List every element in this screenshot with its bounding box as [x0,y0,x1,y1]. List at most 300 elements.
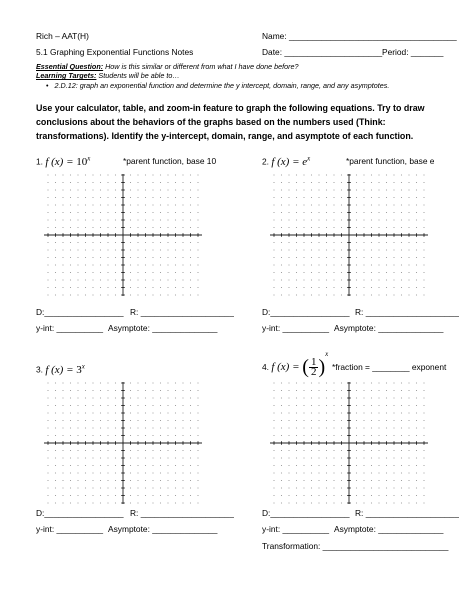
grid-dot [333,397,334,398]
grid-dot [273,257,274,258]
grid-dot [288,390,289,391]
grid-dot [85,219,86,220]
fraction [309,355,319,378]
grid-dot [175,257,176,258]
grid-dot [47,420,48,421]
grid-dot [100,257,101,258]
grid-dot [115,182,116,183]
grid-dot [137,382,138,383]
graph-grid-4[interactable] [270,382,428,504]
grid-dot [100,249,101,250]
grid-dot [371,457,372,458]
grid-dot [303,457,304,458]
grid-dot [318,182,319,183]
grid-dot [311,502,312,503]
grid-dot [107,257,108,258]
grid-dot [378,502,379,503]
grid-dot [197,487,198,488]
grid-dot [273,294,274,295]
grid-dot [393,397,394,398]
grid-dot [160,397,161,398]
grid-dot [356,502,357,503]
grid-dot [190,397,191,398]
grid-dot [281,435,282,436]
grid-dot [152,212,153,213]
grid-dot [296,382,297,383]
grid-dot [55,294,56,295]
graph-grid-2[interactable] [270,174,428,296]
grid-dot [393,279,394,280]
grid-dot [303,294,304,295]
problem-2-label [262,154,310,168]
y-intercept-field[interactable]: y-int: __________ [36,524,104,534]
period-field[interactable]: Period: _______ [382,47,444,57]
fraction-numerator: 1 [310,355,317,368]
problem-number: 2. [262,156,269,167]
range-field[interactable]: R: ____________________ [130,307,234,317]
grid-dot [85,480,86,481]
grid-dot [401,242,402,243]
grid-dot [167,405,168,406]
domain-field[interactable]: D:_________________ [262,508,350,518]
grid-dot [318,495,319,496]
asymptote-field[interactable]: Asymptote: ______________ [334,323,444,333]
grid-dot [115,420,116,421]
grid-dot [326,472,327,473]
grid-dot [371,427,372,428]
grid-dot [77,174,78,175]
grid-dot [356,204,357,205]
grid-dot [175,382,176,383]
grid-dot [130,420,131,421]
grid-dot [326,189,327,190]
grid-dot [130,435,131,436]
grid-dot [273,272,274,273]
problem-1-label [36,154,90,168]
grid-dot [137,457,138,458]
grid-dot [401,502,402,503]
grid-dot [107,204,108,205]
grid-dot [378,227,379,228]
grid-dot [333,457,334,458]
grid-dot [70,397,71,398]
transformation-field[interactable]: Transformation: ___________________________ [262,541,449,551]
grid-dot [408,472,409,473]
asymptote-field[interactable]: Asymptote: ______________ [108,524,218,534]
grid-dot [107,219,108,220]
grid-dot [152,294,153,295]
grid-dot [47,465,48,466]
grid-dot [326,204,327,205]
grid-dot [167,435,168,436]
grid-dot [408,450,409,451]
grid-dot [416,412,417,413]
grid-dot [408,480,409,481]
grid-dot [288,412,289,413]
grid-dot [175,465,176,466]
grid-dot [107,405,108,406]
grid-dot [85,257,86,258]
grid-dot [77,390,78,391]
grid-dot [182,279,183,280]
grid-dot [130,219,131,220]
grid-dot [371,212,372,213]
grid-dot [182,287,183,288]
grid-dot [100,427,101,428]
grid-dot [182,480,183,481]
grid-dot [423,189,424,190]
domain-field[interactable]: D:_________________ [262,307,350,317]
grid-dot [288,279,289,280]
grid-dot [137,219,138,220]
grid-dot [152,502,153,503]
grid-dot [167,502,168,503]
grid-dot [326,427,327,428]
grid-dot [281,465,282,466]
grid-dot [175,182,176,183]
grid-dot [197,242,198,243]
function-expression [45,156,90,168]
grid-dot [100,390,101,391]
grid-dot [62,204,63,205]
grid-dot [326,294,327,295]
grid-dot [197,480,198,481]
grid-dot [341,249,342,250]
grid-dot [47,294,48,295]
grid-dot [107,212,108,213]
grid-dot [62,405,63,406]
grid-dot [85,279,86,280]
grid-dot [62,272,63,273]
grid-dot [341,450,342,451]
grid-dot [70,227,71,228]
grid-dot [356,495,357,496]
grid-dot [371,174,372,175]
grid-dot [311,264,312,265]
grid-dot [107,397,108,398]
grid-dot [363,390,364,391]
grid-dot [137,182,138,183]
grid-dot [47,450,48,451]
grid-dot [416,502,417,503]
grid-dot [182,465,183,466]
grid-dot [130,197,131,198]
grid-dot [386,219,387,220]
grid-dot [303,242,304,243]
grid-dot [288,174,289,175]
grid-dot [386,287,387,288]
grid-dot [197,189,198,190]
grid-dot [197,420,198,421]
grid-dot [416,420,417,421]
grid-dot [107,294,108,295]
grid-dot [408,264,409,265]
grid-dot [281,390,282,391]
grid-dot [408,272,409,273]
grid-dot [273,197,274,198]
grid-dot [47,502,48,503]
left-paren: ( [302,355,309,378]
grid-dot [137,412,138,413]
grid-dot [152,487,153,488]
grid-dot [416,480,417,481]
name-field[interactable]: Name: ____________________________________ [262,31,457,41]
grid-dot [77,412,78,413]
grid-dot [160,219,161,220]
graph-grid-3[interactable] [44,382,202,504]
grid-dot [100,227,101,228]
grid-dot [356,382,357,383]
grid-dot [175,405,176,406]
grid-dot [77,495,78,496]
grid-dot [281,272,282,273]
grid-dot [137,212,138,213]
grid-dot [416,465,417,466]
grid-dot [378,287,379,288]
grid-dot [152,495,153,496]
bullet-icon: • [46,81,49,90]
grid-dot [77,264,78,265]
grid-dot [55,420,56,421]
grid-dot [288,242,289,243]
grid-dot [281,197,282,198]
grid-dot [175,279,176,280]
grid-dot [318,450,319,451]
grid-dot [416,287,417,288]
grid-dot [386,495,387,496]
grid-dot [137,435,138,436]
grid-dot [152,189,153,190]
date-field[interactable]: Date: _____________________ [262,47,383,57]
grid-dot [393,249,394,250]
grid-dot [100,412,101,413]
grid-dot [401,212,402,213]
grid-dot [423,182,424,183]
grid-dot [408,242,409,243]
grid-dot [77,457,78,458]
grid-dot [175,197,176,198]
grid-dot [190,249,191,250]
grid-dot [70,427,71,428]
grid-dot [167,204,168,205]
grid-dot [318,294,319,295]
grid-dot [152,227,153,228]
grid-dot [130,287,131,288]
grid-dot [145,472,146,473]
grid-dot [401,427,402,428]
grid-dot [356,257,357,258]
grid-dot [100,457,101,458]
grid-dot [326,420,327,421]
domain-field[interactable]: D:_________________ [36,307,124,317]
grid-dot [273,480,274,481]
grid-dot [115,212,116,213]
grid-dot [100,294,101,295]
grid-dot [55,287,56,288]
grid-dot [296,227,297,228]
grid-dot [296,427,297,428]
grid-dot [296,257,297,258]
range-field[interactable]: R: ____________________ [355,508,459,518]
grid-dot [318,412,319,413]
grid-dot [341,197,342,198]
grid-dot [341,264,342,265]
grid-dot [77,249,78,250]
grid-dot [356,242,357,243]
grid-dot [55,257,56,258]
grid-dot [296,174,297,175]
grid-dot [85,272,86,273]
grid-dot [47,197,48,198]
range-field[interactable]: R: ____________________ [130,508,234,518]
grid-dot [423,382,424,383]
asymptote-field[interactable]: Asymptote: ______________ [334,524,444,534]
grid-dot [326,257,327,258]
grid-dot [55,480,56,481]
grid-dot [175,397,176,398]
grid-dot [107,197,108,198]
grid-dot [318,204,319,205]
grid-dot [160,405,161,406]
grid-dot [182,174,183,175]
domain-field[interactable]: D:_________________ [36,508,124,518]
grid-dot [167,242,168,243]
grid-dot [100,189,101,190]
grid-dot [190,457,191,458]
grid-dot [130,212,131,213]
grid-dot [137,502,138,503]
graph-grid-1[interactable] [44,174,202,296]
grid-dot [47,212,48,213]
grid-dot [408,204,409,205]
y-intercept-field[interactable]: y-int: __________ [36,323,104,333]
grid-dot [311,279,312,280]
grid-dot [371,420,372,421]
grid-dot [107,189,108,190]
grid-dot [393,420,394,421]
grid-dot [318,465,319,466]
grid-dot [296,204,297,205]
grid-dot [311,472,312,473]
grid-dot [333,249,334,250]
grid-dot [296,287,297,288]
grid-dot [130,279,131,280]
problem-4-note[interactable]: *fraction = ________ exponent [332,362,447,372]
grid-dot [273,287,274,288]
grid-dot [401,457,402,458]
grid-dot [47,242,48,243]
problem-4-label [262,350,328,379]
grid-dot [296,397,297,398]
grid-dot [167,487,168,488]
grid-dot [182,412,183,413]
asymptote-field[interactable]: Asymptote: ______________ [108,323,218,333]
grid-dot [318,472,319,473]
grid-dot [55,450,56,451]
grid-dot [363,197,364,198]
grid-dot [393,204,394,205]
y-intercept-field[interactable]: y-int: __________ [262,524,330,534]
grid-dot [100,287,101,288]
grid-dot [303,412,304,413]
grid-dot [378,204,379,205]
grid-dot [408,465,409,466]
grid-dot [363,397,364,398]
grid-dot [47,189,48,190]
grid-dot [85,242,86,243]
problem-number: 3. [36,364,43,375]
grid-dot [401,272,402,273]
grid-dot [326,450,327,451]
grid-dot [182,204,183,205]
grid-dot [130,227,131,228]
grid-dot [326,397,327,398]
grid-dot [378,174,379,175]
grid-dot [145,502,146,503]
grid-dot [386,182,387,183]
grid-dot [115,435,116,436]
grid-dot [378,197,379,198]
grid-dot [401,249,402,250]
grid-dot [408,427,409,428]
grid-dot [55,412,56,413]
grid-dot [311,249,312,250]
grid-dot [311,480,312,481]
grid-dot [145,189,146,190]
grid-dot [77,242,78,243]
grid-dot [356,427,357,428]
grid-dot [356,435,357,436]
grid-dot [311,212,312,213]
grid-dot [55,465,56,466]
grid-dot [85,197,86,198]
grid-dot [281,212,282,213]
grid-dot [333,242,334,243]
grid-dot [393,257,394,258]
grid-dot [62,487,63,488]
grid-dot [311,294,312,295]
grid-dot [386,502,387,503]
class-label: Rich – AAT(H) [36,31,89,41]
grid-dot [318,257,319,258]
range-field[interactable]: R: ____________________ [355,307,459,317]
grid-dot [137,264,138,265]
grid-dot [296,472,297,473]
function-base: 10 [76,155,88,168]
grid-dot [62,435,63,436]
grid-dot [137,227,138,228]
grid-dot [197,174,198,175]
y-intercept-field[interactable]: y-int: __________ [262,323,330,333]
grid-dot [167,390,168,391]
grid-dot [160,412,161,413]
grid-dot [386,189,387,190]
grid-dot [182,249,183,250]
grid-dot [92,197,93,198]
grid-dot [416,495,417,496]
grid-dot [423,242,424,243]
grid-dot [92,174,93,175]
grid-dot [70,495,71,496]
grid-dot [190,450,191,451]
grid-dot [371,272,372,273]
grid-dot [197,279,198,280]
grid-dot [55,227,56,228]
grid-dot [160,272,161,273]
grid-dot [175,227,176,228]
grid-dot [182,189,183,190]
grid-dot [145,227,146,228]
